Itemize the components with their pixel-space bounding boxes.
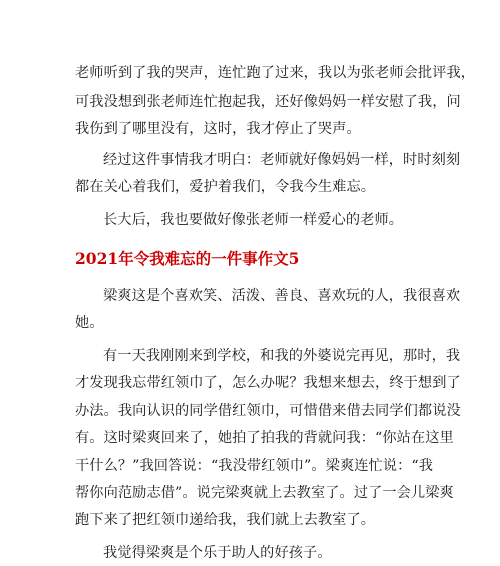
paragraph-line: 有一天我刚刚来到学校，和我的外婆说完再见，那时，我	[103, 348, 461, 364]
paragraph-line: 梁爽这是个喜欢笑、活泼、善良、喜欢玩的人，我很喜欢	[103, 288, 461, 304]
section-heading: 2021年令我难忘的一件事作文5	[75, 249, 300, 268]
paragraph-line: 她。	[75, 315, 104, 331]
paragraph-line: 跑下来了把红领巾递给我，我们就上去教室了。	[75, 512, 376, 528]
paragraph-line: 经过这件事情我才明白：老师就好像妈妈一样，时时刻刻	[103, 152, 461, 168]
paragraph-line: 长大后，我也要做好像张老师一样爱心的老师。	[103, 212, 404, 228]
paragraph-line: 我伤到了哪里没有，这时，我才停止了哭声。	[75, 121, 361, 137]
paragraph-line: 都在关心着我们，爱护着我们，令我今生难忘。	[75, 179, 376, 195]
paragraph-line: 办法。我向认识的同学借红领巾，可惜借来借去同学们都说没	[75, 403, 461, 419]
paragraph-line: 我觉得梁爽是个乐于助人的好孩子。	[103, 545, 332, 561]
paragraph-line: 有。这时梁爽回来了，她拍了拍我的背就问我：“你站在这里	[75, 430, 454, 446]
paragraph-line: 才发现我忘带红领巾了，怎么办呢？我想来想去，终于想到了	[75, 375, 461, 391]
paragraph-line: 干什么？”我回答说：“我没带红领巾”。梁爽连忙说：“我	[75, 458, 434, 474]
paragraph-line: 可我没想到张老师连忙抱起我，还好像妈妈一样安慰了我，问	[75, 94, 461, 110]
paragraph-line: 帮你向范励志借”。说完梁爽就上去教室了。过了一会儿梁爽	[75, 485, 454, 501]
paragraph-line: 老师听到了我的哭声，连忙跑了过来，我以为张老师会批评我，	[75, 65, 476, 81]
